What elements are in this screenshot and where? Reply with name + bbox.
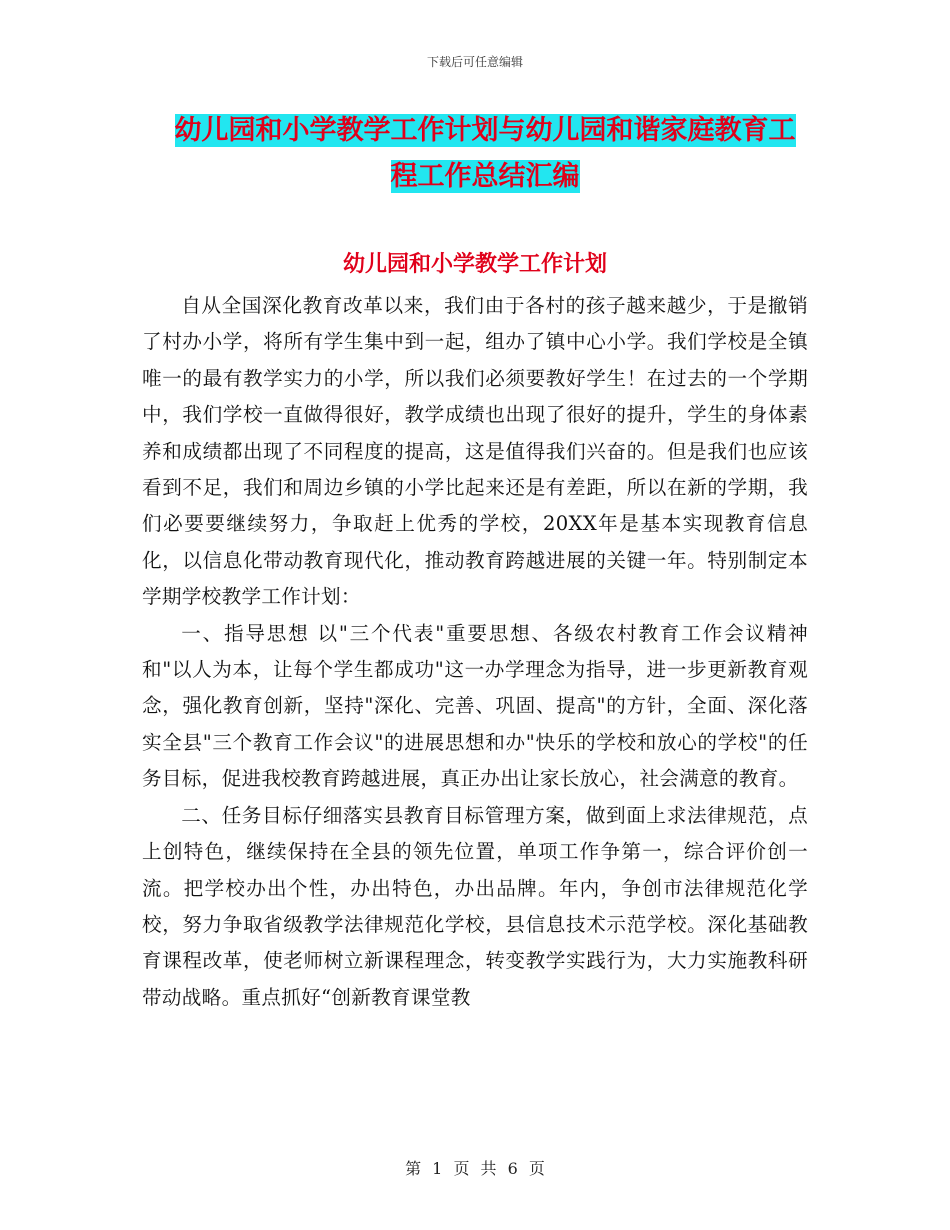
document-title-line-2: 程工作总结汇编 — [390, 161, 580, 192]
paragraph-guiding-ideology: 一、指导思想 以"三个代表"重要思想、各级农村教育工作会议精神和"以人为本，让每个学生都成功"这一办学理念为指导，进一步更新教育观念，强化教育创新，坚持"深化、完善、巩固、提高"的方针，全面、深化落实全县"三个教育工作会议"的进展思想和办"快乐的学校和放心的学校"的任务目标，促进我校教育跨越进展，真正办出让家长放心，社会满意的教育。 — [142, 621, 808, 791]
document-title-line-1: 幼儿园和小学教学工作计划与幼儿园和谐家庭教育工 — [174, 115, 796, 146]
header-note: 下载后可任意编辑 — [426, 55, 523, 69]
body-text — [142, 288, 808, 1016]
page-footer: 第 1 页 共 6 页 — [405, 1159, 545, 1178]
document-title — [145, 108, 825, 200]
paragraph-intro: 自从全国深化教育改革以来，我们由于各村的孩子越来越少，于是撤销了村办小学，将所有学生集中到一起，组办了镇中心小学。我们学校是全镇唯一的最有教学实力的小学，所以我们必须要教好学生！在过去的一个学期中，我们学校一直做得很好，教学成绩也出现了很好的提升，学生的身体素养和成绩都出现了不同程度的提高，这是值得我们兴奋的。但是我们也应该看到不足，我们和周边乡镇的小学比起来还是有差距，所以在新的学期，我们必要要继续努力，争取赶上优秀的学校，20XX年是基本实现教育信息化，以信息化带动教育现代化，推动教育跨越进展的关键一年。特别制定本学期学校教学工作计划： — [142, 294, 808, 609]
section-title: 幼儿园和小学教学工作计划 — [342, 252, 607, 277]
paragraph-task-goals: 二、任务目标仔细落实县教育目标管理方案，做到面上求法律规范，点上创特色，继续保持在全县的领先位置，单项工作争第一，综合评价创一流。把学校办出个性，办出特色，办出品牌。年内，争创市法律规范化学校，努力争取省级教学法律规范化学校，县信息技术示范学校。深化基础教育课程改革，使老师树立新课程理念，转变教学实践行为，大力实施教科研带动战略。重点抓好“创新教育课堂教 — [142, 803, 808, 1009]
